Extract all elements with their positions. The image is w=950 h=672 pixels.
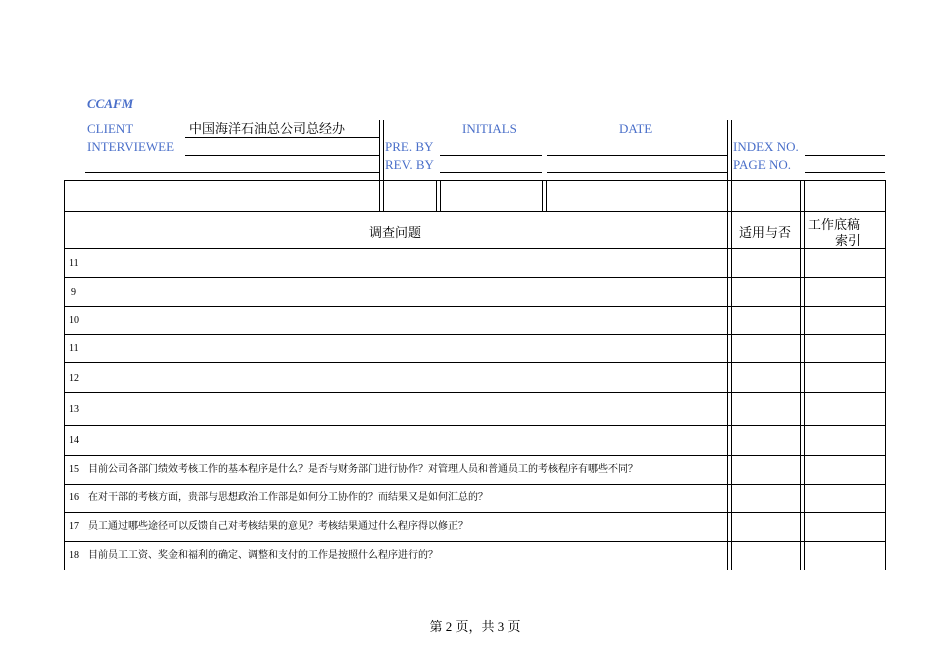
table-top-line [64, 180, 886, 181]
row-line-4 [64, 362, 886, 363]
client-label: CLIENT [87, 121, 134, 136]
interviewee-underline [185, 155, 380, 156]
header-bottom-line-left [85, 172, 380, 173]
col-header-index-line1: 工作底稿 [808, 217, 861, 232]
row-number: 17 [69, 521, 79, 532]
row-number: 12 [69, 373, 79, 384]
row-question: 在对干部的考核方面，贵部与思想政治工作部是如何分工协作的？而结果又是如何汇总的？ [88, 492, 488, 503]
row-line-10 [64, 541, 886, 542]
pre-by-label: PRE. BY [385, 139, 434, 154]
rev-by-label: REV. BY [385, 157, 434, 172]
row-number: 11 [69, 343, 79, 354]
row-line-5 [64, 392, 886, 393]
brand-title: CCAFM [87, 96, 134, 111]
date-rev-line [547, 172, 727, 173]
row-question: 目前公司各部门绩效考核工作的基本程序是什么？是否与财务部门进行协作？对管理人员和普通员工的考核程序有哪些不同？ [88, 464, 638, 475]
row-number: 16 [69, 492, 79, 503]
row-number: 11 [69, 258, 79, 269]
index-no-label: INDEX NO. [733, 139, 799, 154]
row-line-8 [64, 484, 886, 485]
row-number: 18 [69, 550, 79, 561]
row-line-7 [64, 455, 886, 456]
row-line-3 [64, 334, 886, 335]
table-header-bottom-line [64, 248, 886, 249]
page-no-label: PAGE NO. [733, 157, 792, 172]
client-value: 中国海洋石油总公司总经办 [189, 121, 346, 136]
date-label: DATE [619, 121, 653, 136]
col-header-applicable: 适用与否 [739, 225, 792, 240]
initials-pre-line [440, 155, 542, 156]
separator-right [727, 120, 732, 570]
initials-box-sep-left [436, 180, 441, 211]
row-number: 15 [69, 464, 79, 475]
date-pre-line [547, 155, 727, 156]
table-header-top-line [64, 211, 886, 212]
initials-box-sep-right [542, 180, 547, 211]
row-question: 员工通过哪些途径可以反馈自己对考核结果的意见？考核结果通过什么程序得以修正？ [88, 521, 468, 532]
row-line-1 [64, 277, 886, 278]
client-underline [185, 137, 380, 138]
col-header-index-line2: 索引 [835, 233, 862, 248]
row-number: 13 [69, 404, 79, 415]
index-no-line [805, 155, 885, 156]
col-header-question: 调查问题 [369, 225, 422, 240]
page-no-line [805, 172, 885, 173]
separator-left [379, 120, 384, 211]
row-question: 目前员工工资、奖金和福利的确定、调整和支付的工作是按照什么程序进行的？ [88, 550, 438, 561]
initials-rev-line [440, 172, 542, 173]
row-line-2 [64, 306, 886, 307]
row-number: 14 [69, 435, 79, 446]
row-line-9 [64, 512, 886, 513]
interviewee-label: INTERVIEWEE [87, 139, 175, 154]
row-line-6 [64, 425, 886, 426]
page-footer: 第 2 页，共 3 页 [429, 619, 521, 634]
initials-label: INITIALS [462, 121, 517, 136]
row-number: 10 [69, 315, 79, 326]
row-number: 9 [71, 287, 76, 298]
